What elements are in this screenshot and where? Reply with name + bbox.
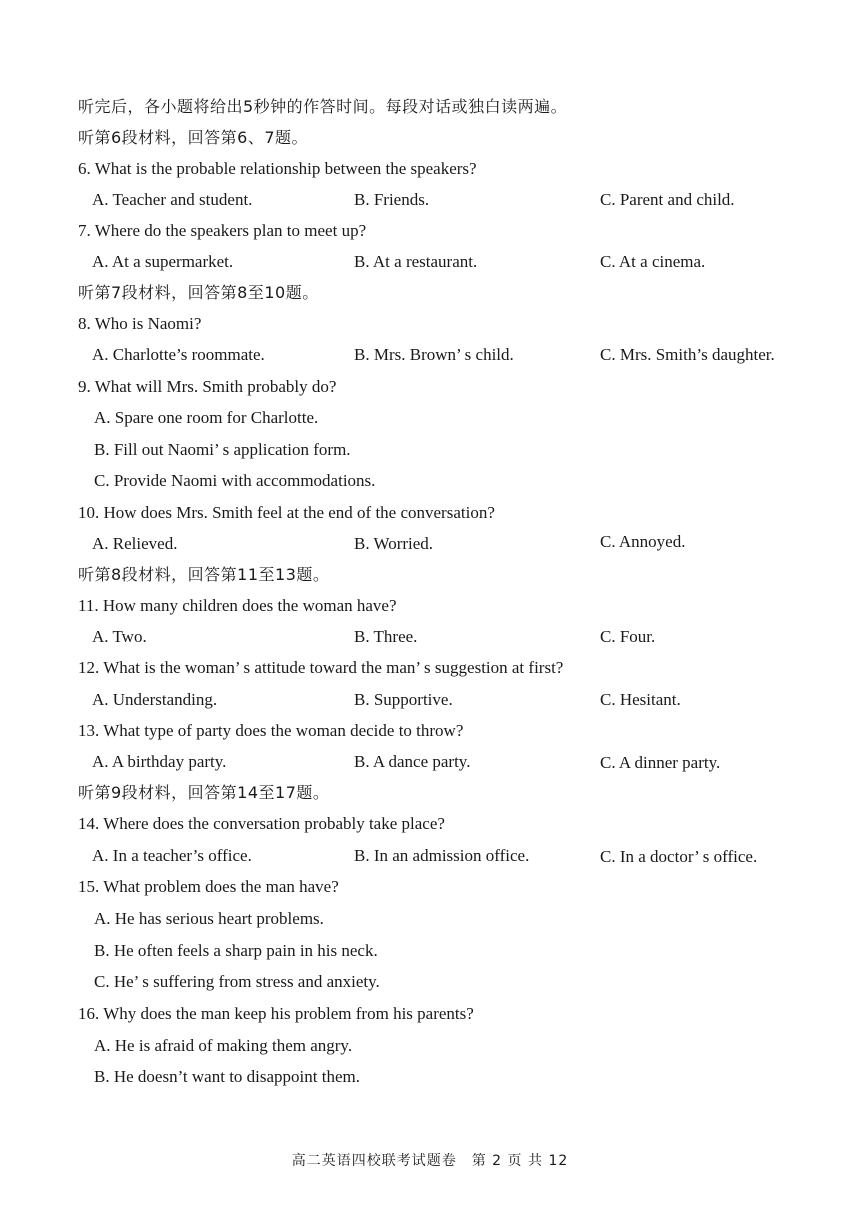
question-7-option-a: A. At a supermarket. xyxy=(92,252,234,271)
question-13-stem: 13. What type of party does the woman decide to throw? xyxy=(78,721,464,740)
question-15-option-c: C. He’ s suffering from stress and anxiety. xyxy=(94,972,380,991)
instruction-text: 听完后，各小题将给出5秒钟的作答时间。每段对话或独白读两遍。 xyxy=(78,97,568,116)
question-15-option-a: A. He has serious heart problems. xyxy=(94,909,324,928)
question-12-stem: 12. What is the woman’ s attitude toward the man’ s suggestion at first? xyxy=(78,658,564,677)
question-14-stem: 14. Where does the conversation probably take place? xyxy=(78,814,445,833)
section-heading-8: 听第8段材料，回答第11至13题。 xyxy=(78,565,330,584)
page-footer: 高二英语四校联考试题卷 第 2 页 共 12 xyxy=(291,1153,569,1169)
section-heading-6: 听第6段材料，回答第6、7题。 xyxy=(78,128,309,147)
question-7-option-b: B. At a restaurant. xyxy=(354,252,478,271)
question-13-option-a: A. A birthday party. xyxy=(92,752,227,771)
question-7-option-c: C. At a cinema. xyxy=(600,252,706,271)
question-15-option-b: B. He often feels a sharp pain in his neck. xyxy=(94,941,378,960)
question-9-option-c: C. Provide Naomi with accommodations. xyxy=(94,471,376,490)
question-6-stem: 6. What is the probable relationship between the speakers? xyxy=(78,159,477,178)
question-13-option-c: C. A dinner party. xyxy=(600,753,721,772)
question-13-option-b: B. A dance party. xyxy=(354,752,471,771)
question-11-option-a: A. Two. xyxy=(92,627,147,646)
question-12-option-b: B. Supportive. xyxy=(354,690,453,709)
question-6-option-a: A. Teacher and student. xyxy=(92,190,253,209)
question-8-option-b: B. Mrs. Brown’ s child. xyxy=(354,345,514,364)
question-10-option-c: C. Annoyed. xyxy=(600,532,686,551)
question-10-stem: 10. How does Mrs. Smith feel at the end of the conversation? xyxy=(78,503,495,522)
question-16-option-a: A. He is afraid of making them angry. xyxy=(94,1036,353,1055)
question-14-option-a: A. In a teacher’s office. xyxy=(92,846,252,865)
question-14-option-b: B. In an admission office. xyxy=(354,846,530,865)
section-heading-7: 听第7段材料，回答第8至10题。 xyxy=(78,283,319,302)
question-9-option-a: A. Spare one room for Charlotte. xyxy=(94,408,319,427)
question-8-option-a: A. Charlotte’s roommate. xyxy=(92,345,265,364)
question-15-stem: 15. What problem does the man have? xyxy=(78,877,339,896)
question-10-option-a: A. Relieved. xyxy=(92,534,178,553)
question-8-stem: 8. Who is Naomi? xyxy=(78,314,202,333)
question-8-option-c: C. Mrs. Smith’s daughter. xyxy=(600,345,775,364)
question-6-option-c: C. Parent and child. xyxy=(600,190,735,209)
question-11-stem: 11. How many children does the woman have? xyxy=(78,596,397,615)
question-11-option-b: B. Three. xyxy=(354,627,418,646)
section-heading-9: 听第9段材料，回答第14至17题。 xyxy=(78,783,330,802)
question-16-stem: 16. Why does the man keep his problem from his parents? xyxy=(78,1004,474,1023)
question-9-stem: 9. What will Mrs. Smith probably do? xyxy=(78,377,337,396)
question-6-option-b: B. Friends. xyxy=(354,190,430,209)
question-7-stem: 7. Where do the speakers plan to meet up? xyxy=(78,221,367,240)
question-10-option-b: B. Worried. xyxy=(354,534,434,553)
question-12-option-c: C. Hesitant. xyxy=(600,690,681,709)
question-9-option-b: B. Fill out Naomi’ s application form. xyxy=(94,440,351,459)
question-12-option-a: A. Understanding. xyxy=(92,690,218,709)
question-11-option-c: C. Four. xyxy=(600,627,656,646)
question-14-option-c: C. In a doctor’ s office. xyxy=(600,847,758,866)
question-16-option-b: B. He doesn’t want to disappoint them. xyxy=(94,1067,360,1086)
